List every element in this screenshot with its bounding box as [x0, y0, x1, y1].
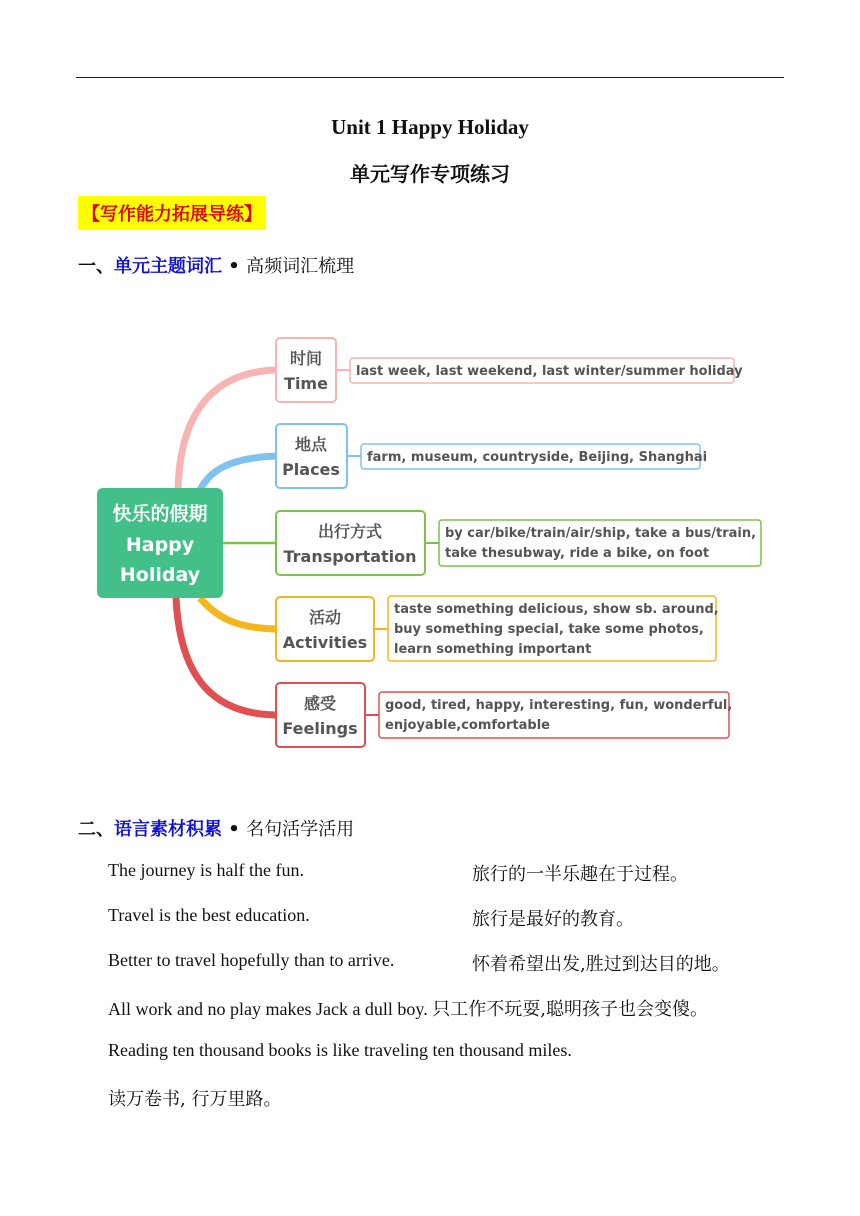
section-rest: 名句活学活用	[246, 819, 355, 840]
branch-places-cn: 地点	[294, 435, 328, 454]
items-transportation-line1: by car/bike/train/air/ship, take a bus/train,	[445, 526, 757, 541]
branch-transportation-cn: 出行方式	[317, 522, 383, 541]
branch-transportation-en: Transportation	[283, 547, 417, 566]
items-places-line1: farm, museum, countryside, Beijing, Shanghai	[367, 450, 708, 465]
page-title: Unit 1 Happy Holiday	[331, 115, 529, 139]
quote-row	[108, 905, 634, 930]
section-rest: 高频词汇梳理	[246, 256, 355, 277]
quote-cn: 旅行是最好的教育。	[472, 909, 634, 930]
center-label-cn: 快乐的假期	[112, 503, 208, 525]
center-label-en2: Holiday	[119, 564, 201, 586]
quote-cn: 只工作不玩耍,聪明孩子也会变傻。	[432, 999, 708, 1020]
quote-cn-line: 读万卷书, 行万里路。	[108, 1089, 282, 1110]
branch-time-en: Time	[284, 374, 328, 393]
quote-row	[108, 950, 730, 975]
section-highlight: 语言素材积累	[114, 819, 222, 840]
quote-cn: 旅行的一半乐趣在于过程。	[472, 864, 688, 885]
items-activities-line3: learn something important	[394, 642, 592, 657]
quote-en: Better to travel hopefully than to arrive.	[108, 950, 395, 970]
connector-places	[200, 456, 276, 490]
quote-en: All work and no play makes Jack a dull boy.	[108, 999, 428, 1019]
quote-row	[108, 995, 708, 1021]
quote-cn: 怀着希望出发,胜过到达目的地。	[472, 954, 730, 975]
quote-en: The journey is half the fun.	[108, 860, 304, 880]
section-number: 二、	[78, 819, 114, 840]
quote-en: Reading ten thousand books is like traveling ten thousand miles.	[108, 1040, 572, 1060]
connector-time	[178, 370, 276, 490]
items-feelings-line2: enjoyable,comfortable	[385, 718, 550, 733]
items-feelings-line1: good, tired, happy, interesting, fun, wonderful,	[385, 698, 733, 713]
items-transportation-line2: take thesubway, ride a bike, on foot	[445, 546, 710, 561]
section-badge: 【写作能力拓展导练】	[78, 196, 266, 230]
branch-time-cn: 时间	[289, 349, 323, 368]
branch-feelings-cn: 感受	[303, 694, 337, 713]
section-separator: •	[228, 256, 240, 277]
section-heading-quotes	[78, 815, 354, 841]
page-subtitle: 单元写作专项练习	[350, 162, 510, 186]
items-time-line1: last week, last weekend, last winter/summer holiday	[356, 364, 743, 379]
center-label-en1: Happy	[125, 534, 195, 556]
branch-places-en: Places	[282, 460, 340, 479]
items-activities-line1: taste something delicious, show sb. around,	[394, 602, 719, 617]
items-activities-line2: buy something special, take some photos,	[394, 622, 704, 637]
section-separator: •	[228, 819, 240, 840]
section-number: 一、	[78, 256, 114, 277]
branch-feelings-en: Feelings	[282, 719, 358, 738]
quote-row	[108, 1040, 572, 1061]
section-highlight: 单元主题词汇	[114, 256, 222, 277]
quote-en: Travel is the best education.	[108, 905, 310, 925]
branch-activities-cn: 活动	[308, 608, 342, 627]
quote-row	[108, 860, 688, 885]
connector-activities	[200, 598, 276, 629]
branch-activities-en: Activities	[282, 633, 368, 652]
